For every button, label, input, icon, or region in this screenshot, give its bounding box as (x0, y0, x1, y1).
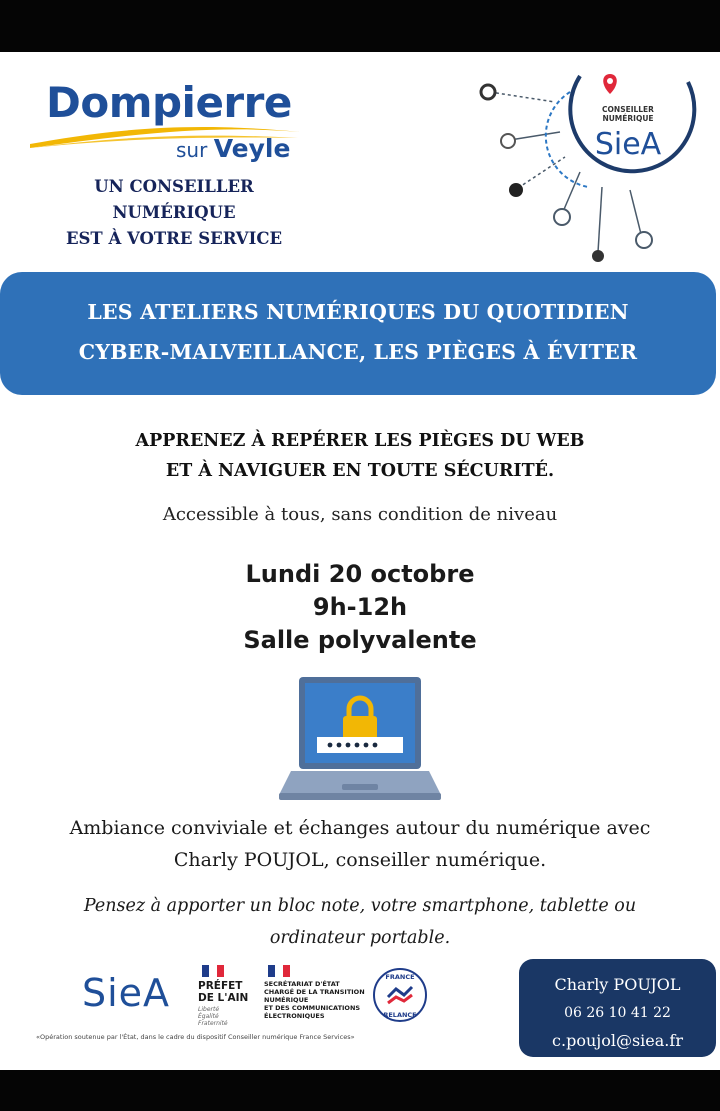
network-node-icon (554, 209, 570, 225)
secretariat-logo (264, 965, 374, 1020)
prefet-line-1: PRÉFET (198, 980, 243, 992)
logo-sub-big: Veyle (213, 134, 291, 163)
service-text (34, 174, 314, 252)
prefet-line-2: DE L'AIN (198, 992, 249, 1004)
motto-2: Égalité (198, 1013, 219, 1020)
logo-subtitle (176, 134, 290, 163)
service-line-2: EST À VOTRE SERVICE (65, 229, 283, 248)
network-node-icon (509, 183, 523, 197)
ambiance-line-2: Charly POUJOL, conseiller numérique. (173, 849, 547, 871)
laptop-lock-icon (277, 675, 442, 803)
ambiance-text (0, 812, 720, 876)
network-node-icon (592, 250, 604, 262)
network-node-icon (481, 85, 495, 99)
contact-phone: 06 26 10 41 22 (564, 1005, 671, 1021)
dompierre-logo (28, 78, 318, 188)
prefet-text (198, 980, 258, 1004)
ambiance-line-1: Ambiance conviviale et échanges autour du numérique avec (69, 817, 651, 839)
logo-sub-small: sur (176, 138, 208, 162)
banner-line-2: CYBER-MALVEILLANCE, LES PIÈGES À ÉVITER (78, 340, 638, 364)
banner-line-1: LES ATELIERS NUMÉRIQUES DU QUOTIDIEN (87, 300, 629, 324)
event-date: Lundi 20 octobre (245, 560, 475, 588)
network-brand: SieA (594, 127, 662, 162)
conseiller-numerique-network-graphic (470, 62, 710, 262)
poster (0, 52, 720, 1070)
french-flag-icon (202, 965, 224, 977)
top-black-bar (0, 0, 720, 52)
event-info (0, 558, 720, 657)
event-time: 9h-12h (312, 593, 408, 621)
france-relance-logo (372, 967, 428, 1023)
title-banner (0, 272, 716, 395)
contact-box (519, 959, 716, 1057)
network-node-icon (636, 232, 652, 248)
prefet-motto (198, 1006, 258, 1027)
secretariat-line-5: ÉLECTRONIQUES (264, 1012, 325, 1020)
pensez-line-1: Pensez à apporter un bloc note, votre smartphone, tablette ou (83, 896, 637, 916)
footer-logos (30, 957, 520, 1047)
contact-email: c.poujol@siea.fr (552, 1031, 683, 1050)
learn-line-1: APPRENEZ À REPÉRER LES PIÈGES DU WEB (135, 431, 585, 451)
event-place: Salle polyvalente (243, 626, 477, 654)
secretariat-line-2: CHARGÉ DE LA TRANSITION (264, 988, 365, 996)
siea-footer-logo: SieA (82, 971, 171, 1015)
logo-title: Dompierre (46, 78, 292, 127)
network-caption-2: NUMÉRIQUE (602, 114, 654, 123)
pensez-line-2: ordinateur portable. (269, 928, 451, 948)
relance-bottom-text: RELANCE (383, 1011, 417, 1019)
access-text: Accessible à tous, sans condition de niveau (162, 504, 558, 525)
network-caption-1: CONSEILLER (602, 105, 654, 114)
pensez-text (0, 890, 720, 954)
bottom-black-bar (0, 1070, 720, 1111)
secretariat-text (264, 980, 374, 1020)
learn-text (0, 426, 720, 486)
network-node-icon (501, 134, 515, 148)
motto-3: Fraternité (198, 1020, 228, 1027)
secretariat-line-1: SECRÉTARIAT D'ÉTAT (264, 980, 340, 988)
operation-text: «Opération soutenue par l'État, dans le cadre du dispositif Conseiller numérique France Services» (36, 1033, 355, 1041)
secretariat-line-4: ET DES COMMUNICATIONS (264, 1004, 361, 1012)
french-flag-icon (268, 965, 290, 977)
motto-1: Liberté (198, 1006, 220, 1013)
learn-line-2: ET À NAVIGUER EN TOUTE SÉCURITÉ. (165, 461, 555, 481)
secretariat-line-3: NUMÉRIQUE (264, 996, 309, 1004)
relance-top-text: FRANCE (385, 973, 415, 981)
contact-name: Charly POUJOL (554, 975, 681, 994)
prefet-logo (198, 965, 258, 1027)
service-line-1: UN CONSEILLER NUMÉRIQUE (94, 177, 254, 222)
